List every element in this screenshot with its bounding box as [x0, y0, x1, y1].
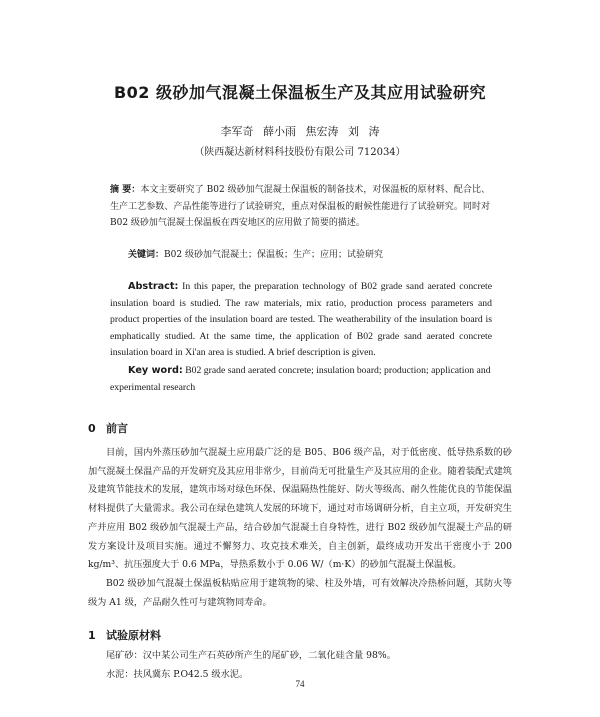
keywords-chinese	[128, 248, 490, 262]
section-heading-introduction	[88, 420, 128, 436]
keywords-en-text: B02 grade sand aerated concrete; insulation board; production; application and experimental research	[110, 365, 491, 393]
section-title: 试验原材料	[106, 629, 161, 642]
introduction-body	[88, 444, 512, 612]
author-list: 李军奇 薛小雨 焦宏涛 刘 涛	[220, 125, 380, 138]
paragraph: 目前，国内外蒸压砂加气混凝土应用最广泛的是 B05、B06 级产品，对于低密度、低导热系数的砂加气混凝土保温产品的开发研究及其应用非常少，目前尚无可批量生产及其应用的企业。随着装配式建筑及建筑节能技术的发展，建筑市场对绿色环保、保温隔热性能好、防火等级高、耐久性能优良的节能保温材料提供了大量需求。我公司在绿色建筑人发展的环境下，通过对市场调研分析，自主立项，开发研究生产并应用 B02 级砂加气混凝土产品，结合砂加气混凝土自身特性，进行 B02 级砂加气混凝土产品的研发方案设计及项目实施。通过不懈努力、攻克技术难关，自主创新，最终成功开发出干密度小于 200 kg/m³、抗压强度大于 0.6 MPa，导热系数小于 0.06 W/（m·K）的砂加气混凝土保温板。	[88, 447, 512, 571]
paragraph: B02 级砂加气混凝土保温板粘贴应用于建筑物的梁、柱及外墙，可有效解决冷热桥问题，其防火等级为 A1 级，产品耐久性可与建筑物同寿命。	[88, 577, 512, 608]
section-number: 0	[88, 422, 96, 435]
keywords-en-label: Key word:	[128, 365, 183, 376]
abstract-cn-text: 本文主要研究了 B02 级砂加气混凝土保温板的制备技术，对保温板的原材料、配合比、生产工艺参数、产品性能等进行了试验研究，重点对保温板的耐候性能进行了试验研究。同时对 B02 级砂加气混凝土保温板在西安地区的应用做了简要的描述。	[110, 185, 490, 228]
paper-title: B02 级砂加气混凝土保温板生产及其应用试验研究	[113, 83, 487, 102]
keywords-cn-text: B02 级砂加气混凝土；保温板；生产；应用；试验研究	[164, 250, 383, 260]
section-heading-materials	[88, 627, 161, 643]
keywords-cn-label: 关键词：	[128, 250, 165, 260]
section-title: 前言	[106, 422, 128, 435]
material-item: 水泥：扶风冀东 P.O42.5 级水泥。	[106, 669, 249, 680]
abstract-chinese	[110, 182, 490, 232]
abstract-cn-label: 摘 要：	[110, 185, 141, 195]
section-number: 1	[88, 629, 96, 642]
abstract-english	[110, 279, 492, 362]
affiliation: （陕西凝达新材料科技股份有限公司 712034）	[194, 147, 406, 158]
page-number: 74	[295, 679, 305, 689]
abstract-en-text: In this paper, the preparation technology of B02 grade sand aerated concrete insulation board is studied. The raw materials, mix ratio, production process parameters and product properties of the insulation board are tested. The weatherability of the insulation board is emphatically studied. At the same time, the application of B02 grade sand aerated concrete insulation board in Xi'an area is studied. A brief description is given.	[110, 281, 493, 358]
abstract-en-label: Abstract:	[128, 281, 179, 292]
material-item: 尾矿砂：汉中某公司生产石英砂所产生的尾矿砂，二氧化硅含量 98%。	[106, 650, 396, 661]
keywords-english	[110, 363, 492, 396]
